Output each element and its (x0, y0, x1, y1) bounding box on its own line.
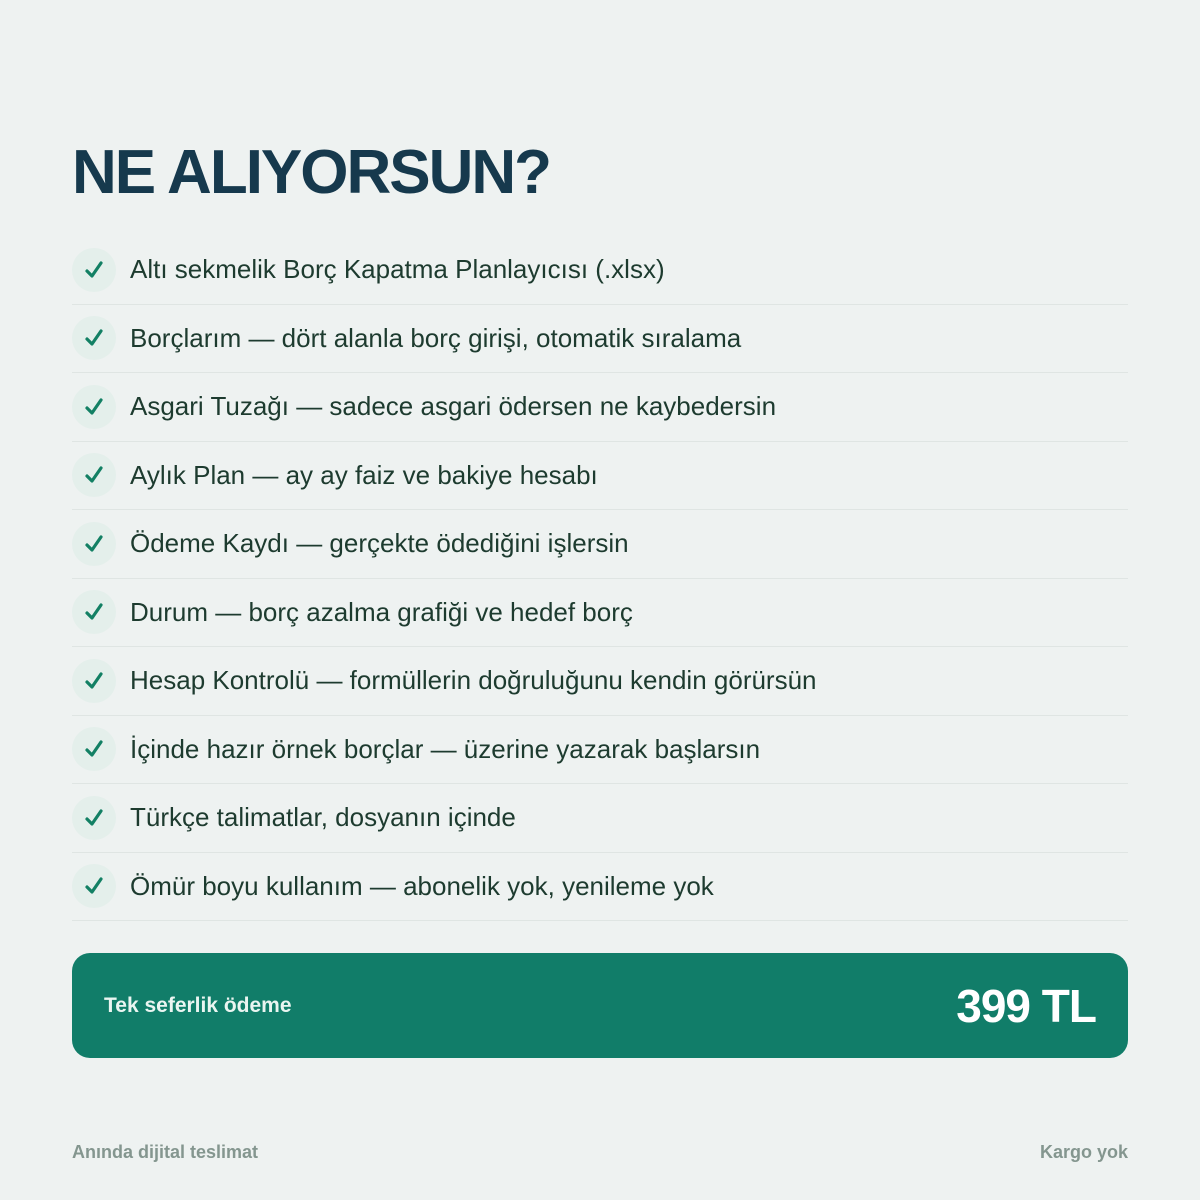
feature-item (72, 716, 1128, 785)
feature-text: Durum — borç azalma grafiği ve hedef borç (130, 596, 633, 627)
feature-item (72, 647, 1128, 716)
delivery-note: Anında dijital teslimat (72, 1142, 259, 1162)
feature-item (72, 510, 1128, 579)
feature-text: Altı sekmelik Borç Kapatma Planlayıcısı (.xlsx) (130, 254, 665, 285)
feature-item (72, 579, 1128, 648)
feature-list (72, 236, 1128, 921)
feature-text: Türkçe talimatlar, dosyanın içinde (130, 802, 516, 833)
check-icon (72, 453, 116, 497)
price-card (72, 953, 1128, 1058)
feature-item (72, 853, 1128, 922)
price-label: Tek seferlik ödeme (104, 993, 292, 1017)
page-title: NE ALIYORSUN? (72, 138, 551, 207)
check-icon (72, 316, 116, 360)
feature-item (72, 442, 1128, 511)
price-value: 399 TL (956, 979, 1096, 1032)
feature-text: Ömür boyu kullanım — abonelik yok, yenileme yok (130, 870, 714, 901)
feature-item (72, 373, 1128, 442)
feature-text: Hesap Kontrolü — formüllerin doğruluğunu kendin görürsün (130, 665, 817, 696)
feature-text: İçinde hazır örnek borçlar — üzerine yazarak başlarsın (130, 733, 761, 764)
feature-text: Ödeme Kaydı — gerçekte ödediğini işlersin (130, 528, 629, 559)
feature-item (72, 236, 1128, 305)
check-icon (72, 248, 116, 292)
check-icon (72, 796, 116, 840)
check-icon (72, 385, 116, 429)
feature-text: Aylık Plan — ay ay faiz ve bakiye hesabı (130, 459, 598, 490)
check-icon (72, 864, 116, 908)
check-icon (72, 590, 116, 634)
feature-text: Asgari Tuzağı — sadece asgari ödersen ne kaybedersin (130, 391, 777, 422)
feature-item (72, 784, 1128, 853)
feature-text: Borçlarım — dört alanla borç girişi, otomatik sıralama (130, 322, 742, 353)
feature-item (72, 305, 1128, 374)
check-icon (72, 522, 116, 566)
shipping-note: Kargo yok (1039, 1142, 1128, 1162)
check-icon (72, 659, 116, 703)
check-icon (72, 727, 116, 771)
